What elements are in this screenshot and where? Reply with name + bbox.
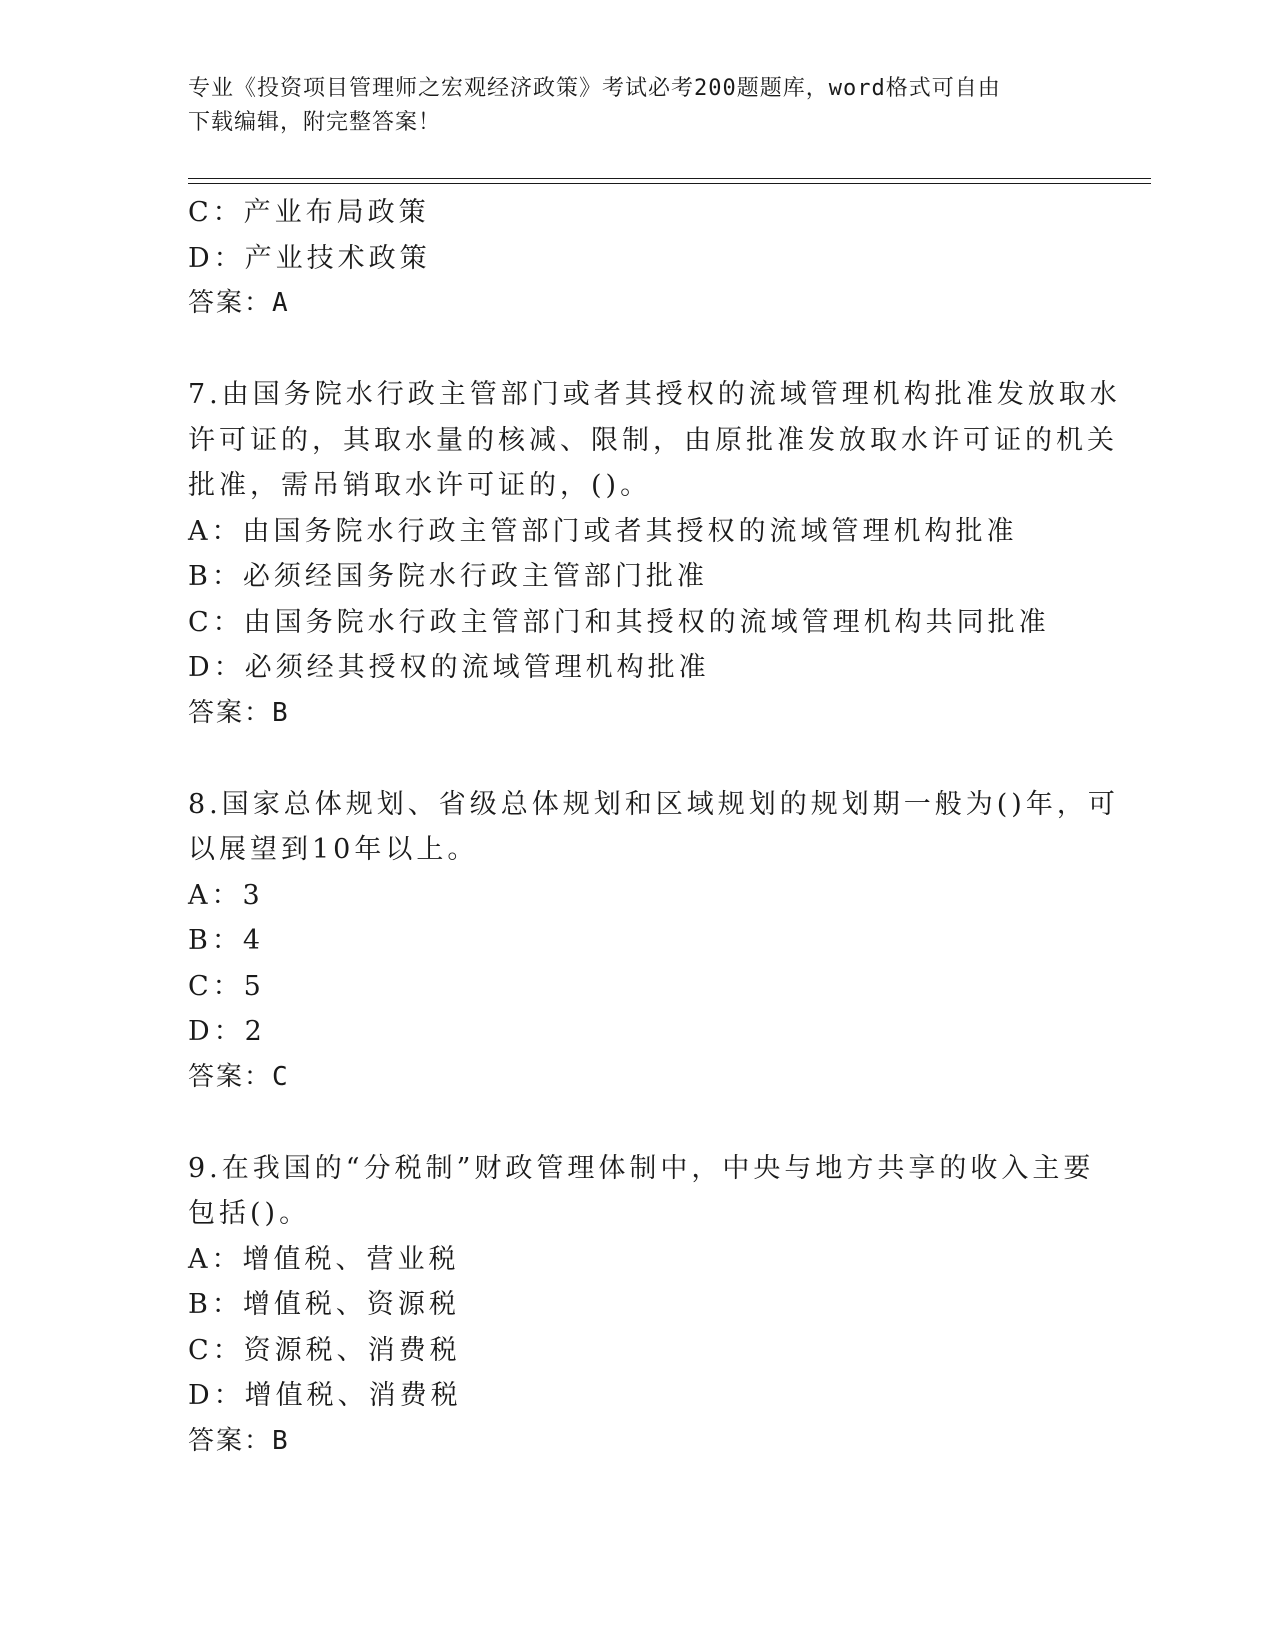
option-c: C：产业布局政策 — [188, 197, 430, 228]
option-b: B：必须经国务院水行政主管部门批准 — [188, 561, 708, 592]
question-list — [188, 190, 1121, 1464]
spacer — [188, 736, 1088, 782]
answer-line: 答案：C — [188, 1061, 290, 1092]
header-divider-top — [188, 178, 1151, 179]
option-b: B：增值税、资源税 — [188, 1289, 460, 1320]
question-stem-line: 8.国家总体规划、省级总体规划和区域规划的规划期一般为()年，可 — [188, 788, 1119, 820]
spacer — [188, 327, 1088, 373]
header-divider-bottom — [188, 183, 1151, 184]
option-c: C：5 — [188, 970, 265, 1002]
question-6-tail — [188, 190, 1088, 327]
answer-line: 答案：B — [188, 697, 290, 728]
question-stem-line: 以展望到10年以上。 — [188, 834, 479, 865]
spacer — [188, 1100, 1088, 1146]
answer-line: 答案：B — [188, 1425, 290, 1456]
option-a: A：由国务院水行政主管部门或者其授权的流域管理机构批准 — [188, 515, 1018, 547]
question-stem-line: 许可证的，其取水量的核减、限制，由原批准发放取水许可证的机关 — [188, 424, 1118, 456]
option-c: C：由国务院水行政主管部门和其授权的流域管理机构共同批准 — [188, 606, 1050, 638]
option-c: C：资源税、消费税 — [188, 1334, 461, 1366]
header-line-1: 专业《投资项目管理师之宏观经济政策》考试必考200题题库，word格式可自由 — [188, 76, 1001, 101]
option-a: A：3 — [188, 879, 264, 911]
option-d: D：产业技术政策 — [188, 242, 431, 274]
option-d: D：必须经其授权的流域管理机构批准 — [188, 652, 710, 683]
option-a: A：增值税、营业税 — [188, 1243, 460, 1275]
option-b: B：4 — [188, 925, 265, 956]
question-stem-line: 7.由国务院水行政主管部门或者其授权的流域管理机构批准发放取水 — [188, 379, 1121, 410]
question-stem-line: 批准，需吊销取水许可证的，()。 — [188, 470, 652, 501]
question-9 — [188, 1146, 1095, 1465]
header-line-2: 下载编辑，附完整答案！ — [188, 110, 442, 135]
answer-line: 答案：A — [188, 288, 290, 318]
option-d: D：2 — [188, 1016, 266, 1047]
document-header — [188, 72, 1068, 140]
option-d: D：增值税、消费税 — [188, 1380, 462, 1411]
question-stem-line: 包括()。 — [188, 1198, 311, 1229]
question-stem-line: 9.在我国的“分税制”财政管理体制中，中央与地方共享的收入主要 — [188, 1152, 1095, 1184]
question-7 — [188, 372, 1121, 736]
question-8 — [188, 782, 1119, 1101]
